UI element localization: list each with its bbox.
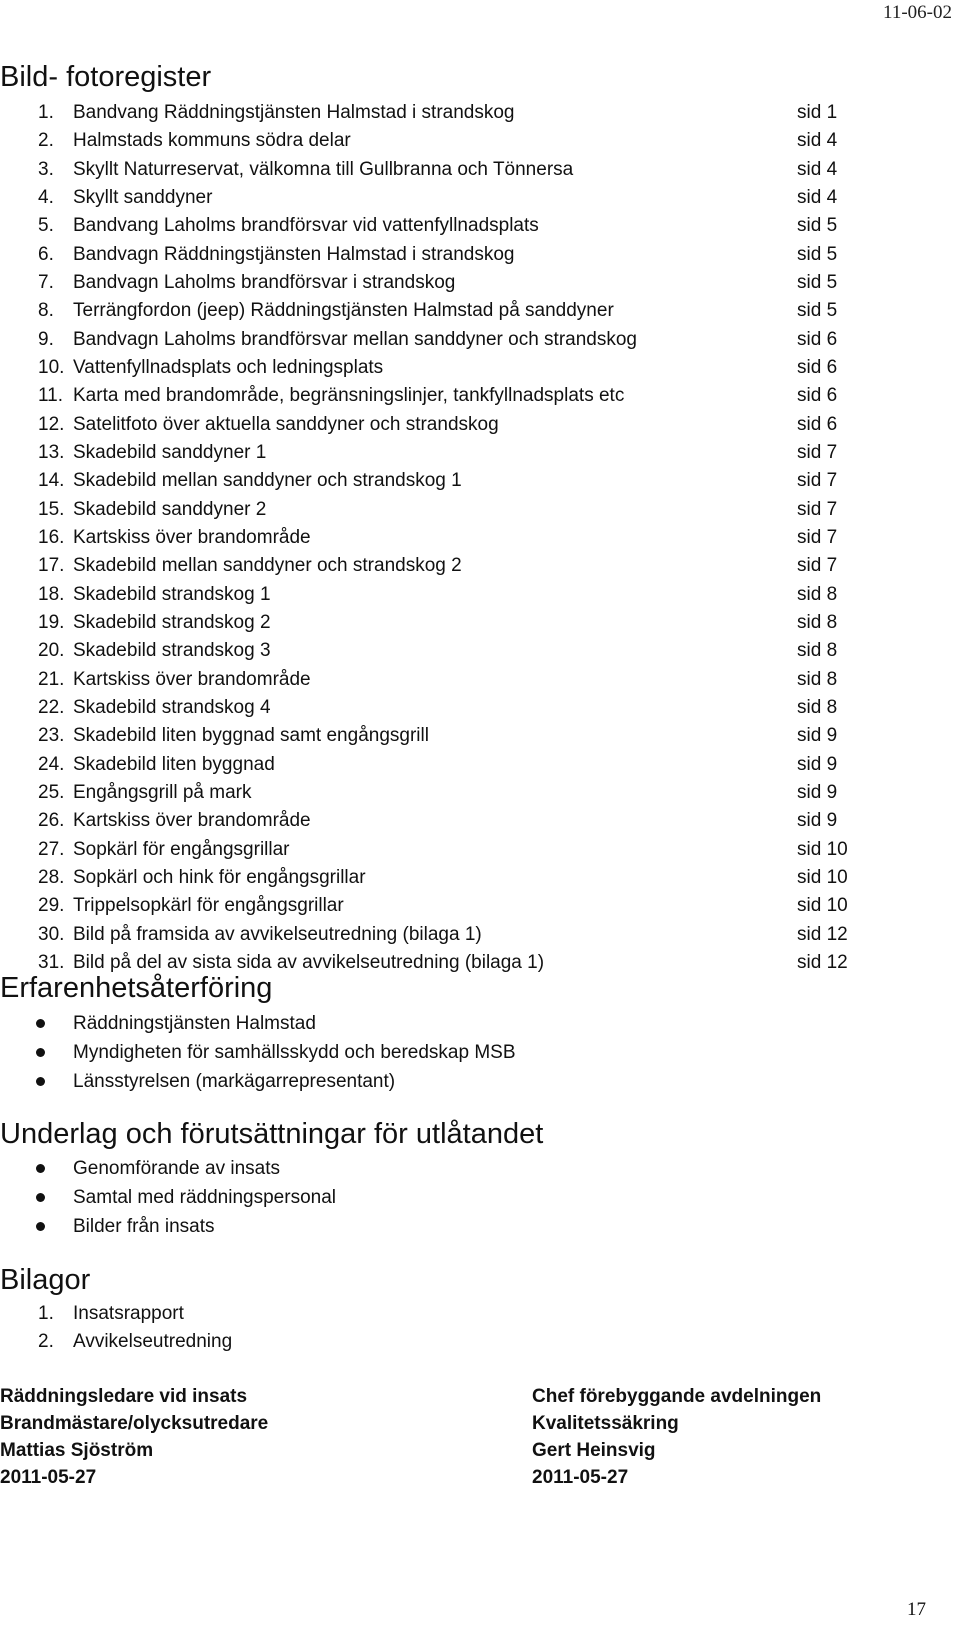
list-item-label: Länsstyrelsen (markägarrepresentant) (73, 1071, 396, 1092)
item-label: Trippelsopkärl för engångsgrillar (73, 895, 344, 917)
photo-register-item (0, 184, 900, 212)
attachments-list (0, 1300, 700, 1357)
signature-left (0, 1383, 268, 1491)
item-number: 31. (38, 951, 65, 973)
item-label: Kartskiss över brandområde (73, 526, 311, 548)
item-number: 27. (38, 838, 65, 860)
item-label: Halmstads kommuns södra delar (73, 130, 351, 152)
item-page: sid 5 (797, 215, 838, 237)
photo-register-item (0, 807, 900, 835)
list-item (0, 1009, 700, 1038)
item-label: Satelitfoto över aktuella sanddyner och strandskog (73, 413, 499, 435)
item-page: sid 8 (797, 668, 838, 690)
item-page: sid 4 (797, 186, 838, 208)
list-item (0, 1328, 700, 1356)
photo-register-item (0, 269, 900, 297)
item-number: 26. (38, 810, 65, 832)
item-label: Bild på del av sista sida av avvikelseutredning (bilaga 1) (73, 951, 545, 973)
photo-register-item (0, 609, 900, 637)
item-page: sid 5 (797, 271, 838, 293)
basis-list (0, 1154, 700, 1241)
item-number: 30. (38, 923, 65, 945)
item-page: sid 10 (797, 895, 848, 917)
item-page: sid 9 (797, 725, 838, 747)
item-label: Skadebild strandskog 4 (73, 696, 271, 718)
item-label: Kartskiss över brandområde (73, 810, 311, 832)
photo-register-item (0, 326, 900, 354)
bullet-icon (36, 1077, 45, 1086)
item-label: Bandvang Laholms brandförsvar vid vattenfyllnadsplats (73, 215, 539, 237)
item-page: sid 8 (797, 696, 838, 718)
item-number: 1. (38, 1303, 54, 1324)
photo-register-item (0, 467, 900, 495)
item-number: 5. (38, 215, 54, 237)
item-page: sid 1 (797, 102, 838, 123)
item-label: Vattenfyllnadsplats och ledningsplats (73, 356, 384, 378)
item-page: sid 6 (797, 328, 838, 350)
item-number: 14. (38, 470, 65, 492)
item-number: 23. (38, 725, 65, 747)
item-page: sid 12 (797, 951, 848, 973)
item-label: Skadebild liten byggnad samt engångsgrill (73, 725, 429, 747)
signature-title: Brandmästare/olycksutredare (0, 1413, 269, 1434)
item-label: Skadebild liten byggnad (73, 753, 275, 775)
item-number: 13. (38, 441, 65, 463)
item-number: 3. (38, 158, 54, 180)
item-page: sid 4 (797, 158, 838, 180)
item-page: sid 4 (797, 130, 838, 152)
item-number: 16. (38, 526, 65, 548)
photo-register-item (0, 779, 900, 807)
item-page: sid 7 (797, 498, 838, 520)
list-item (0, 1183, 700, 1212)
list-item (0, 1300, 700, 1328)
photo-register-item (0, 892, 900, 920)
item-label: Bandvagn Laholms brandförsvar mellan sanddyner och strandskog (73, 328, 637, 350)
item-number: 8. (38, 300, 54, 322)
item-label: Skyllt sanddyner (73, 186, 213, 208)
photo-register-list (0, 99, 900, 977)
list-item-label: Myndigheten för samhällsskydd och beredskap MSB (73, 1042, 516, 1063)
photo-register-heading: Bild- fotoregister (0, 61, 212, 93)
item-label: Skyllt Naturreservat, välkomna till Gullbranna och Tönnersa (73, 158, 574, 180)
signature-date: 2011-05-27 (0, 1467, 97, 1488)
photo-register-item (0, 382, 900, 410)
photo-register-item (0, 241, 900, 269)
bullet-icon (36, 1222, 45, 1231)
list-item (0, 1212, 700, 1241)
photo-register-item (0, 864, 900, 892)
item-number: 2. (38, 130, 54, 152)
bullet-icon (36, 1164, 45, 1173)
photo-register-item (0, 496, 900, 524)
experience-heading: Erfarenhetsåterföring (0, 972, 273, 1004)
item-number: 21. (38, 668, 65, 690)
signature-name: Mattias Sjöström (0, 1440, 154, 1461)
item-number: 15. (38, 498, 65, 520)
item-page: sid 8 (797, 611, 838, 633)
item-page: sid 10 (797, 838, 848, 860)
item-label: Sopkärl och hink för engångsgrillar (73, 866, 366, 888)
item-page: sid 9 (797, 753, 838, 775)
photo-register-item (0, 297, 900, 325)
photo-register-item (0, 127, 900, 155)
list-item-label: Räddningstjänsten Halmstad (73, 1013, 316, 1034)
photo-register-item (0, 722, 900, 750)
item-number: 7. (38, 271, 54, 293)
item-label: Bild på framsida av avvikelseutredning (bilaga 1) (73, 923, 482, 945)
item-number: 22. (38, 696, 65, 718)
bullet-icon (36, 1048, 45, 1057)
item-label: Sopkärl för engångsgrillar (73, 838, 290, 860)
photo-register-item (0, 921, 900, 949)
item-label: Bandvang Räddningstjänsten Halmstad i strandskog (73, 102, 515, 123)
item-page: sid 6 (797, 413, 838, 435)
item-label: Terrängfordon (jeep) Räddningstjänsten Halmstad på sanddyner (73, 300, 614, 322)
list-item-label: Samtal med räddningspersonal (73, 1187, 336, 1208)
photo-register-item (0, 666, 900, 694)
item-label: Skadebild strandskog 1 (73, 583, 271, 605)
list-item (0, 1154, 700, 1183)
item-label: Skadebild mellan sanddyner och strandskog 2 (73, 555, 462, 577)
signature-right (532, 1383, 821, 1491)
item-number: 29. (38, 895, 65, 917)
photo-register-item (0, 836, 900, 864)
item-number: 9. (38, 328, 54, 350)
item-page: sid 7 (797, 555, 838, 577)
item-label: Skadebild strandskog 2 (73, 611, 271, 633)
photo-register-item (0, 524, 900, 552)
item-number: 28. (38, 866, 65, 888)
item-page: sid 5 (797, 300, 838, 322)
signature-date: 2011-05-27 (532, 1467, 629, 1488)
item-page: sid 6 (797, 385, 838, 407)
item-label: Bandvagn Laholms brandförsvar i strandskog (73, 271, 456, 293)
item-number: 19. (38, 611, 65, 633)
item-page: sid 9 (797, 810, 838, 832)
item-label: Skadebild strandskog 3 (73, 640, 271, 662)
photo-register-item (0, 552, 900, 580)
item-label: Bandvagn Räddningstjänsten Halmstad i strandskog (73, 243, 515, 265)
item-number: 24. (38, 753, 65, 775)
signature-title: Kvalitetssäkring (532, 1413, 679, 1434)
item-number: 17. (38, 555, 65, 577)
item-page: sid 10 (797, 866, 848, 888)
photo-register-item (0, 694, 900, 722)
photo-register-item (0, 354, 900, 382)
bullet-icon (36, 1193, 45, 1202)
photo-register-item (0, 439, 900, 467)
item-number: 20. (38, 640, 65, 662)
item-number: 12. (38, 413, 65, 435)
basis-heading: Underlag och förutsättningar för utlåtandet (0, 1118, 544, 1150)
photo-register-item (0, 156, 900, 184)
item-label: Skadebild mellan sanddyner och strandskog 1 (73, 470, 462, 492)
photo-register-item (0, 637, 900, 665)
item-label: Kartskiss över brandområde (73, 668, 311, 690)
item-number: 25. (38, 781, 65, 803)
item-label: Karta med brandområde, begränsningslinjer, tankfyllnadsplats etc (73, 385, 625, 407)
item-label: Engångsgrill på mark (73, 781, 252, 803)
header-date: 11-06-02 (883, 2, 952, 23)
attachments-heading: Bilagor (0, 1264, 91, 1296)
item-label: Skadebild sanddyner 1 (73, 441, 267, 463)
signature-name: Gert Heinsvig (532, 1440, 656, 1461)
signature-role: Chef förebyggande avdelningen (532, 1386, 822, 1407)
photo-register-item (0, 411, 900, 439)
item-number: 1. (38, 102, 54, 123)
item-page: sid 5 (797, 243, 838, 265)
item-number: 10. (38, 356, 65, 378)
photo-register-item (0, 581, 900, 609)
list-item-label: Genomförande av insats (73, 1158, 281, 1179)
item-label: Skadebild sanddyner 2 (73, 498, 267, 520)
item-number: 6. (38, 243, 54, 265)
item-number: 2. (38, 1331, 54, 1353)
item-page: sid 8 (797, 640, 838, 662)
bullet-icon (36, 1019, 45, 1028)
list-item (0, 1067, 700, 1096)
item-label: Insatsrapport (73, 1303, 184, 1324)
item-number: 18. (38, 583, 65, 605)
page-number: 17 (907, 1599, 926, 1620)
item-page: sid 9 (797, 781, 838, 803)
photo-register-item (0, 751, 900, 779)
photo-register-item (0, 212, 900, 240)
item-number: 11. (38, 385, 64, 407)
signature-role: Räddningsledare vid insats (0, 1386, 248, 1407)
experience-list (0, 1009, 700, 1096)
item-number: 4. (38, 186, 54, 208)
item-label: Avvikelseutredning (73, 1331, 233, 1353)
item-page: sid 6 (797, 356, 838, 378)
list-item-label: Bilder från insats (73, 1216, 215, 1237)
item-page: sid 12 (797, 923, 848, 945)
list-item (0, 1038, 700, 1067)
item-page: sid 7 (797, 470, 838, 492)
photo-register-item (0, 99, 900, 127)
item-page: sid 7 (797, 526, 838, 548)
item-page: sid 8 (797, 583, 838, 605)
item-page: sid 7 (797, 441, 838, 463)
